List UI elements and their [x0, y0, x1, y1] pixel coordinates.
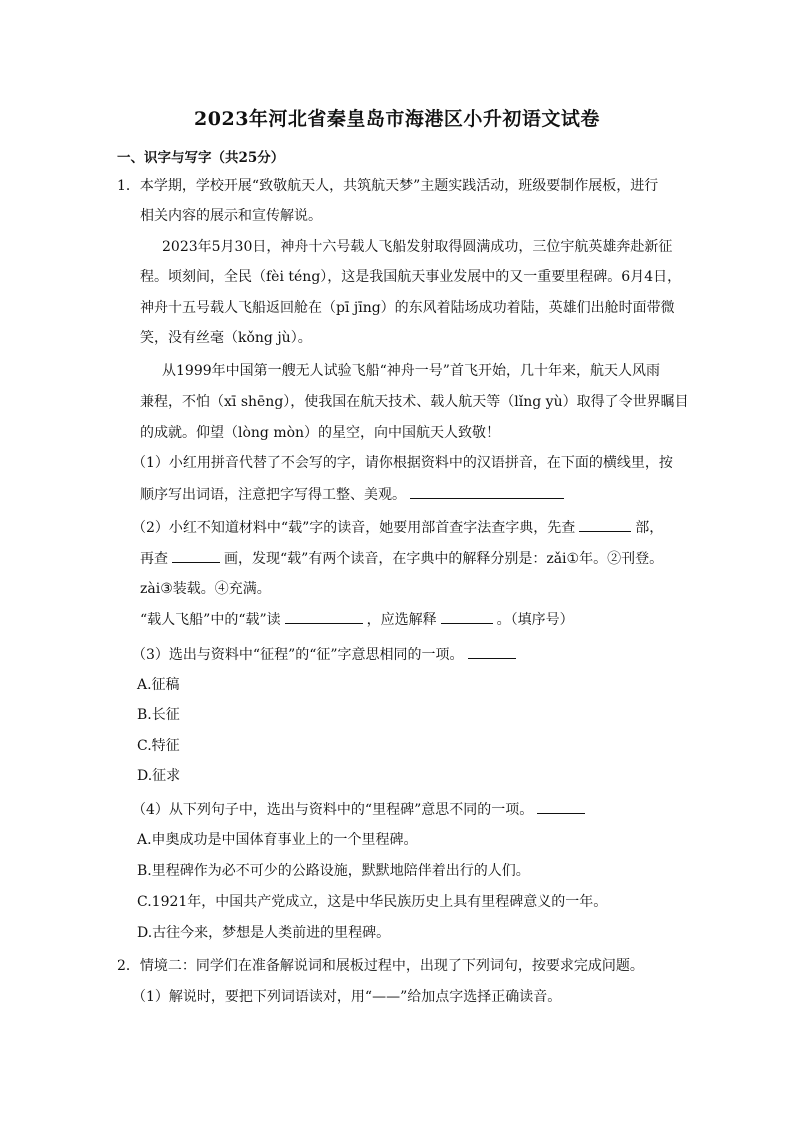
- subquestion-4: [132, 799, 589, 820]
- option-d: D.征求: [137, 768, 181, 784]
- subquestion-2-line-1: [132, 517, 663, 538]
- answer-blank[interactable]: [172, 548, 220, 563]
- subquestion-2-text: “载人飞船”中的“载”读: [140, 612, 281, 628]
- subquestion-2-text: 画，发现“载”有两个读音，在字典中的解释分别是：zǎi①年。②刊登。: [224, 551, 664, 567]
- subquestion-2-line-4: [140, 609, 574, 630]
- answer-blank[interactable]: [537, 799, 585, 814]
- passage-1-line-1: 2023年5月30日，神舟十六号载人飞船发射取得圆满成功，三位宇航英雄奔赴新征: [162, 239, 673, 255]
- question-2-line-1: 2．情境二：同学们在准备解说词和展板过程中，出现了下列词句，按要求完成问题。: [117, 958, 644, 974]
- subquestion-1-line-1: （1）小红用拼音代替了不会写的字，请你根据资料中的汉语拼音，在下面的横线里，按: [132, 455, 673, 471]
- option-a: A.申奥成功是中国体育事业上的一个里程碑。: [137, 832, 418, 848]
- subquestion-2-text: 再查: [140, 551, 168, 567]
- answer-blank[interactable]: [579, 517, 631, 532]
- subquestion-2-line-3: zài③装载。④充满。: [140, 581, 271, 597]
- subquestion-2-text: （2）小红不知道材料中“载”字的读音，她要用部首查字法查字典，先查: [132, 520, 576, 536]
- answer-blank[interactable]: [468, 644, 516, 659]
- subquestion-2-text: 部，: [635, 520, 664, 536]
- subquestion-2-text: ，应选解释: [366, 612, 437, 628]
- option-b: B.长征: [137, 707, 180, 723]
- passage-1-line-4: 笑，没有丝毫（kǒng jù）。: [140, 330, 312, 346]
- option-b: B.里程碑作为必不可少的公路设施，默默地陪伴着出行的人们。: [137, 863, 530, 879]
- question-2-subquestion-1: （1）解说时，要把下列词语读对，用“——”给加点字选择正确读音。: [132, 989, 562, 1005]
- subquestion-4-text: （4）从下列句子中，选出与资料中的“里程碑”意思不同的一项。: [132, 802, 534, 818]
- option-c: C.特征: [137, 738, 180, 754]
- subquestion-3: [132, 644, 520, 665]
- passage-1-line-3: 神舟十五号载人飞船返回舱在（pī jīng）的东风着陆场成功着陆，英雄们出舱时面带微: [140, 300, 675, 316]
- subquestion-3-text: （3）选出与资料中“征程”的“征”字意思相同的一项。: [132, 647, 464, 663]
- subquestion-2-line-2: [140, 548, 663, 569]
- passage-1-line-2: 程。顷刻间，全民（fèi téng），这是我国航天事业发展中的又一重要里程碑。6月4日，: [140, 269, 682, 285]
- section-heading: 一、识字与写字（共25分）: [117, 150, 285, 166]
- option-a: A.征稿: [137, 677, 180, 693]
- answer-blank[interactable]: [441, 609, 493, 624]
- question-1-line-2: 相关内容的展示和宣传解说。: [140, 208, 322, 224]
- subquestion-1-text: 顺序写出词语，注意把字写得工整、美观。: [140, 487, 406, 503]
- page-title: 2023年河北省秦皇岛市海港区小升初语文试卷: [194, 108, 600, 130]
- passage-2-line-2: 兼程，不怕（xī shēng），使我国在航天技术、载人航天等（lǐng yù）取得了令世界瞩目: [140, 394, 689, 410]
- passage-2-line-1: 从1999年中国第一艘无人试验飞船“神舟一号”首飞开始，几十年来，航天人风雨: [162, 363, 660, 379]
- passage-2-line-3: 的成就。仰望（lòng mòn）的星空，向中国航天人致敬！: [140, 425, 501, 441]
- answer-blank[interactable]: [410, 484, 564, 499]
- answer-blank[interactable]: [285, 609, 363, 624]
- subquestion-2-text: 。（填序号）: [496, 612, 574, 628]
- option-d: D.古往今来，梦想是人类前进的里程碑。: [137, 925, 391, 941]
- question-1-line-1: 1．本学期，学校开展“致敬航天人，共筑航天梦”主题实践活动，班级要制作展板，进行: [117, 178, 659, 194]
- option-c: C.1921年，中国共产党成立，这是中华民族历史上具有里程碑意义的一年。: [137, 894, 608, 910]
- subquestion-1-line-2: [140, 484, 568, 505]
